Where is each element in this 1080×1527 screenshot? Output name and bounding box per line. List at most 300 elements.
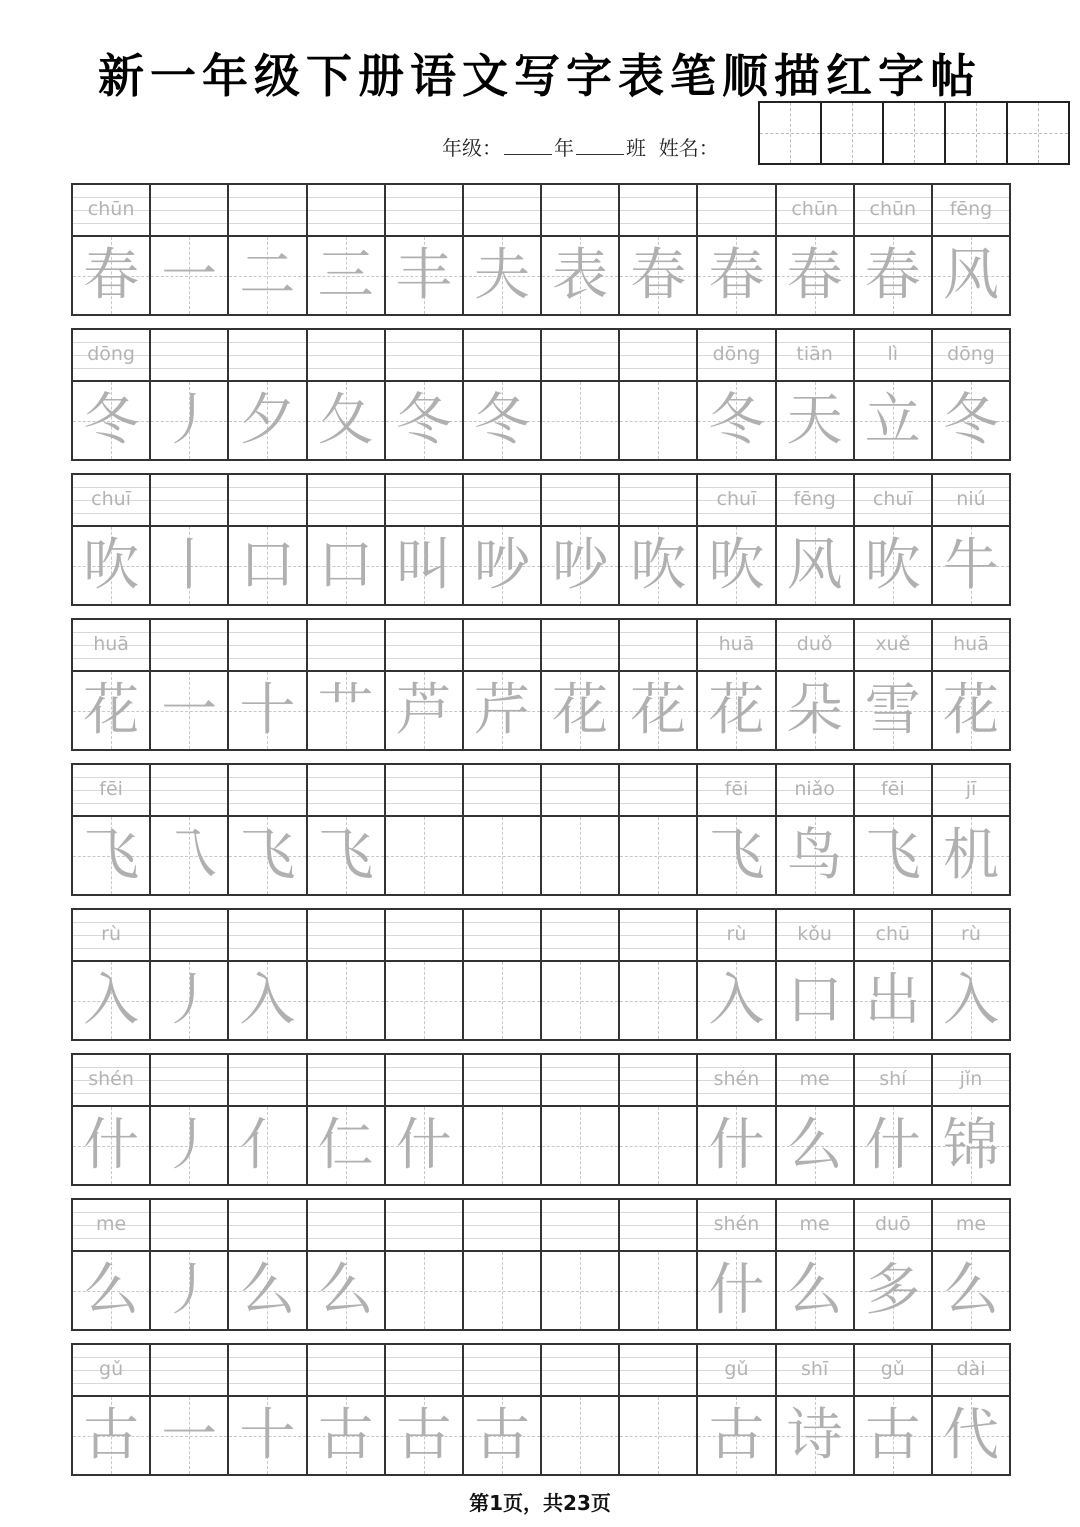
grid-cell[interactable] xyxy=(151,475,229,604)
pinyin-box xyxy=(151,185,227,237)
pinyin-box xyxy=(620,910,696,962)
trace-character: 雪 xyxy=(864,678,921,743)
grid-cell[interactable] xyxy=(464,330,542,459)
grid-cell[interactable] xyxy=(386,185,464,314)
trace-character: 入 xyxy=(83,968,140,1033)
pinyin-text: chūn xyxy=(869,198,917,220)
grid-cell[interactable] xyxy=(464,185,542,314)
grid-cell[interactable] xyxy=(151,330,229,459)
trace-character: 朵 xyxy=(786,678,843,743)
grid-cell[interactable] xyxy=(777,475,855,604)
grid-cell[interactable] xyxy=(386,475,464,604)
grid-cell[interactable] xyxy=(151,1055,229,1184)
character-box xyxy=(620,527,696,604)
pinyin-text: fēi xyxy=(880,778,905,800)
grid-cell[interactable] xyxy=(620,765,698,894)
trace-character: 牛 xyxy=(942,533,999,598)
character-box xyxy=(542,1397,618,1474)
grid-cell[interactable] xyxy=(933,1345,1009,1474)
grid-cell[interactable] xyxy=(855,620,933,749)
character-box xyxy=(386,237,462,314)
pinyin-box xyxy=(620,330,696,382)
trace-character: 古 xyxy=(317,1403,374,1468)
grid-cell[interactable] xyxy=(151,620,229,749)
grid-cell[interactable] xyxy=(308,910,386,1039)
grid-cell[interactable] xyxy=(855,1200,933,1329)
grid-cell[interactable] xyxy=(933,1200,1009,1329)
grid-cell[interactable] xyxy=(386,1345,464,1474)
grid-cell[interactable] xyxy=(73,1200,151,1329)
pinyin-box xyxy=(229,1345,305,1397)
grid-cell[interactable] xyxy=(308,330,386,459)
grid-cell[interactable] xyxy=(933,1055,1009,1184)
trace-character: 冬 xyxy=(83,388,140,453)
year-blank[interactable] xyxy=(504,138,552,155)
grid-cell[interactable] xyxy=(464,765,542,894)
pinyin-text: rù xyxy=(961,923,981,945)
character-box xyxy=(542,962,618,1039)
grid-cell[interactable] xyxy=(386,1200,464,1329)
practice-row xyxy=(71,1053,1011,1186)
character-box xyxy=(855,1252,931,1329)
character-box xyxy=(308,672,384,749)
character-box xyxy=(386,527,462,604)
pinyin-box xyxy=(933,1345,1009,1397)
pinyin-box xyxy=(777,330,853,382)
grid-cell[interactable] xyxy=(698,910,776,1039)
trace-character: 花 xyxy=(708,678,765,743)
pinyin-box xyxy=(777,1345,853,1397)
character-box xyxy=(73,1107,149,1184)
character-box xyxy=(542,237,618,314)
pinyin-box xyxy=(855,1055,931,1107)
pinyin-box xyxy=(620,185,696,237)
pinyin-box xyxy=(542,185,618,237)
pinyin-text: huā xyxy=(93,633,129,655)
pinyin-box xyxy=(542,765,618,817)
pinyin-box xyxy=(620,620,696,672)
character-box xyxy=(386,1107,462,1184)
trace-character: 飞 xyxy=(83,823,140,888)
character-box xyxy=(308,1397,384,1474)
name-box[interactable] xyxy=(760,103,822,163)
trace-character: 一 xyxy=(161,243,218,308)
grid-cell[interactable] xyxy=(698,620,776,749)
pinyin-box xyxy=(308,330,384,382)
character-box xyxy=(620,962,696,1039)
pinyin-text: fēng xyxy=(793,488,836,510)
pinyin-box xyxy=(151,1055,227,1107)
trace-character: 古 xyxy=(395,1403,452,1468)
pinyin-box xyxy=(151,620,227,672)
grid-cell[interactable] xyxy=(308,475,386,604)
practice-row xyxy=(71,328,1011,461)
pinyin-text: gǔ xyxy=(880,1358,905,1380)
pinyin-text: fēi xyxy=(99,778,123,800)
pinyin-box xyxy=(698,620,774,672)
pinyin-text: jī xyxy=(965,778,977,800)
grid-cell[interactable] xyxy=(933,330,1009,459)
grid-cell[interactable] xyxy=(620,185,698,314)
pinyin-box xyxy=(151,1200,227,1252)
grid-cell[interactable] xyxy=(777,620,855,749)
character-box xyxy=(73,1252,149,1329)
name-boxes xyxy=(758,101,1070,165)
grid-cell[interactable] xyxy=(933,910,1009,1039)
character-box xyxy=(855,382,931,459)
pinyin-box xyxy=(698,1200,774,1252)
character-box xyxy=(308,527,384,604)
grid-cell[interactable] xyxy=(620,330,698,459)
pinyin-box xyxy=(151,330,227,382)
pinyin-text: shén xyxy=(713,1068,760,1090)
grid-cell[interactable] xyxy=(855,185,933,314)
grid-cell[interactable] xyxy=(698,1055,776,1184)
grid-cell[interactable] xyxy=(777,1345,855,1474)
grid-cell[interactable] xyxy=(464,1345,542,1474)
character-box xyxy=(386,817,462,894)
grid-cell[interactable] xyxy=(229,185,307,314)
grid-cell[interactable] xyxy=(229,910,307,1039)
grid-cell[interactable] xyxy=(542,765,620,894)
grid-cell[interactable] xyxy=(855,1055,933,1184)
grid-cell[interactable] xyxy=(73,765,151,894)
grid-cell[interactable] xyxy=(308,1200,386,1329)
grid-cell[interactable] xyxy=(777,1055,855,1184)
grid-cell[interactable] xyxy=(542,475,620,604)
grid-cell[interactable] xyxy=(620,1345,698,1474)
character-box xyxy=(620,1107,696,1184)
character-box xyxy=(386,382,462,459)
character-box xyxy=(933,382,1009,459)
pinyin-box xyxy=(855,330,931,382)
grid-cell[interactable] xyxy=(308,1055,386,1184)
grid-cell[interactable] xyxy=(698,765,776,894)
grid-cell[interactable] xyxy=(698,475,776,604)
pinyin-box xyxy=(464,910,540,962)
pinyin-box xyxy=(229,910,305,962)
trace-character: 丿 xyxy=(161,968,218,1033)
pinyin-box xyxy=(151,1345,227,1397)
pinyin-text: lì xyxy=(887,343,899,365)
character-box xyxy=(151,1107,227,1184)
practice-row xyxy=(71,183,1011,316)
pinyin-box xyxy=(73,475,149,527)
character-box xyxy=(777,1252,853,1329)
grid-cell[interactable] xyxy=(542,1055,620,1184)
character-box xyxy=(933,237,1009,314)
pinyin-box xyxy=(933,475,1009,527)
grid-cell[interactable] xyxy=(464,1200,542,1329)
grid-cell[interactable] xyxy=(308,185,386,314)
character-box xyxy=(229,527,305,604)
grid-cell[interactable] xyxy=(464,910,542,1039)
pinyin-box xyxy=(73,620,149,672)
grid-cell[interactable] xyxy=(777,330,855,459)
pinyin-box xyxy=(933,330,1009,382)
name-box[interactable] xyxy=(822,103,884,163)
grid-cell[interactable] xyxy=(229,765,307,894)
character-box xyxy=(698,1397,774,1474)
grid-cell[interactable] xyxy=(777,910,855,1039)
trace-character: 春 xyxy=(83,243,140,308)
grid-cell[interactable] xyxy=(229,330,307,459)
trace-character: 芦 xyxy=(395,678,452,743)
character-box xyxy=(777,962,853,1039)
grid-cell[interactable] xyxy=(151,765,229,894)
trace-character: 口 xyxy=(239,533,296,598)
pinyin-text: dài xyxy=(956,1358,986,1380)
pinyin-box xyxy=(777,475,853,527)
grid-cell[interactable] xyxy=(73,1055,151,1184)
pinyin-box xyxy=(464,475,540,527)
grid-cell[interactable] xyxy=(542,620,620,749)
trace-character: 春 xyxy=(630,243,687,308)
pinyin-box xyxy=(933,1055,1009,1107)
trace-character: 冬 xyxy=(708,388,765,453)
grid-cell[interactable] xyxy=(386,1055,464,1184)
grid-cell[interactable] xyxy=(386,765,464,894)
grid-cell[interactable] xyxy=(698,1200,776,1329)
pinyin-box xyxy=(229,330,305,382)
trace-character: 夂 xyxy=(317,388,374,453)
character-box xyxy=(229,1397,305,1474)
character-box xyxy=(855,1107,931,1184)
grid-cell[interactable] xyxy=(620,910,698,1039)
character-box xyxy=(308,237,384,314)
grid-cell[interactable] xyxy=(308,1345,386,1474)
grid-cell[interactable] xyxy=(386,620,464,749)
trace-character: 诗 xyxy=(786,1403,843,1468)
trace-character: 代 xyxy=(942,1403,999,1468)
grid-cell[interactable] xyxy=(229,620,307,749)
trace-character: 古 xyxy=(83,1403,140,1468)
grid-cell[interactable] xyxy=(73,620,151,749)
grid-cell[interactable] xyxy=(698,330,776,459)
trace-character: 飞 xyxy=(317,823,374,888)
grid-cell[interactable] xyxy=(229,1345,307,1474)
grid-cell[interactable] xyxy=(386,330,464,459)
grid-cell[interactable] xyxy=(464,620,542,749)
character-box xyxy=(308,1252,384,1329)
trace-character: 入 xyxy=(239,968,296,1033)
trace-character: 花 xyxy=(942,678,999,743)
character-box xyxy=(229,237,305,314)
pinyin-text: duǒ xyxy=(796,633,833,655)
grid-cell[interactable] xyxy=(620,1055,698,1184)
character-box xyxy=(777,527,853,604)
grid-cell[interactable] xyxy=(151,1200,229,1329)
trace-character: 古 xyxy=(473,1403,530,1468)
pinyin-text: shén xyxy=(713,1213,760,1235)
grid-cell[interactable] xyxy=(229,1055,307,1184)
pinyin-box xyxy=(229,1200,305,1252)
character-box xyxy=(777,1397,853,1474)
character-box xyxy=(777,672,853,749)
grid-cell[interactable] xyxy=(464,1055,542,1184)
grid-cell[interactable] xyxy=(698,1345,776,1474)
pinyin-box xyxy=(386,1200,462,1252)
grid-cell[interactable] xyxy=(855,910,933,1039)
grid-cell[interactable] xyxy=(151,1345,229,1474)
pinyin-box xyxy=(698,910,774,962)
character-box xyxy=(308,1107,384,1184)
grid-cell[interactable] xyxy=(855,475,933,604)
pinyin-box xyxy=(855,765,931,817)
trace-character: 立 xyxy=(864,388,921,453)
trace-character: 春 xyxy=(708,243,765,308)
pinyin-box xyxy=(308,620,384,672)
trace-character: 吵 xyxy=(473,533,530,598)
pinyin-box xyxy=(777,910,853,962)
character-box xyxy=(464,1252,540,1329)
grid-cell[interactable] xyxy=(542,330,620,459)
character-box xyxy=(933,817,1009,894)
trace-character: 什 xyxy=(708,1113,765,1178)
character-box xyxy=(542,1107,618,1184)
grid-cell[interactable] xyxy=(73,330,151,459)
grid-cell[interactable] xyxy=(151,185,229,314)
character-box xyxy=(855,672,931,749)
character-box xyxy=(229,1252,305,1329)
pinyin-text: chūn xyxy=(87,198,135,220)
pinyin-box xyxy=(777,1200,853,1252)
trace-character: 什 xyxy=(708,1258,765,1323)
character-box xyxy=(855,237,931,314)
grid-cell[interactable] xyxy=(464,475,542,604)
grid-cell[interactable] xyxy=(933,475,1009,604)
pinyin-box xyxy=(542,475,618,527)
grid-cell[interactable] xyxy=(855,330,933,459)
class-blank[interactable] xyxy=(576,138,624,155)
grid-cell[interactable] xyxy=(73,475,151,604)
grid-cell[interactable] xyxy=(933,765,1009,894)
trace-character: 么 xyxy=(942,1258,999,1323)
pinyin-box xyxy=(777,185,853,237)
year-suffix: 年 xyxy=(554,136,574,160)
pinyin-text: me xyxy=(799,1068,830,1090)
pinyin-text: chūn xyxy=(791,198,838,220)
grid-cell[interactable] xyxy=(620,620,698,749)
grid-cell[interactable] xyxy=(542,185,620,314)
name-box[interactable] xyxy=(946,103,1008,163)
trace-character: 二 xyxy=(239,243,296,308)
trace-character: 吹 xyxy=(708,533,765,598)
character-box xyxy=(542,382,618,459)
pinyin-box xyxy=(777,1055,853,1107)
pinyin-box xyxy=(698,185,774,237)
trace-character: 艹 xyxy=(317,678,374,743)
trace-character: 么 xyxy=(83,1258,140,1323)
pinyin-box xyxy=(386,765,462,817)
grid-cell[interactable] xyxy=(229,1200,307,1329)
character-box xyxy=(620,382,696,459)
grid-cell[interactable] xyxy=(933,185,1009,314)
pinyin-text: chū xyxy=(875,923,911,945)
character-box xyxy=(151,527,227,604)
grid-cell[interactable] xyxy=(777,1200,855,1329)
pinyin-box xyxy=(73,910,149,962)
grid-cell[interactable] xyxy=(308,620,386,749)
pinyin-box xyxy=(73,765,149,817)
grid-cell[interactable] xyxy=(542,910,620,1039)
character-box xyxy=(151,1252,227,1329)
pinyin-box xyxy=(386,1345,462,1397)
character-box xyxy=(698,817,774,894)
trace-character: 古 xyxy=(708,1403,765,1468)
trace-character: 冬 xyxy=(473,388,530,453)
character-box xyxy=(464,962,540,1039)
character-box xyxy=(73,817,149,894)
pinyin-box xyxy=(855,475,931,527)
pinyin-box xyxy=(386,910,462,962)
trace-character: 吹 xyxy=(630,533,687,598)
trace-character: 多 xyxy=(864,1258,921,1323)
trace-character: 飞 xyxy=(864,823,921,888)
grid-cell[interactable] xyxy=(542,1345,620,1474)
grid-cell[interactable] xyxy=(855,1345,933,1474)
grid-cell[interactable] xyxy=(386,910,464,1039)
trace-character: 风 xyxy=(942,243,999,308)
name-box[interactable] xyxy=(1008,103,1068,163)
grid-cell[interactable] xyxy=(855,765,933,894)
character-box xyxy=(777,817,853,894)
grid-cell[interactable] xyxy=(73,910,151,1039)
pinyin-box xyxy=(542,330,618,382)
grid-cell[interactable] xyxy=(229,475,307,604)
character-box xyxy=(933,672,1009,749)
grid-cell[interactable] xyxy=(698,185,776,314)
trace-character: 十 xyxy=(239,678,296,743)
pinyin-box xyxy=(933,185,1009,237)
character-box xyxy=(73,527,149,604)
grid-cell[interactable] xyxy=(620,475,698,604)
trace-character: 叫 xyxy=(395,533,452,598)
character-box xyxy=(542,1252,618,1329)
character-box xyxy=(386,672,462,749)
grid-cell[interactable] xyxy=(933,620,1009,749)
grid-cell[interactable] xyxy=(151,910,229,1039)
grid-cell[interactable] xyxy=(308,765,386,894)
grid-cell[interactable] xyxy=(73,185,151,314)
pinyin-box xyxy=(308,1055,384,1107)
trace-character: 冬 xyxy=(395,388,452,453)
trace-character: 三 xyxy=(317,243,374,308)
trace-character: 丿 xyxy=(161,1258,218,1323)
pinyin-box xyxy=(698,1345,774,1397)
grid-cell[interactable] xyxy=(777,765,855,894)
pinyin-box xyxy=(73,1345,149,1397)
pinyin-text: jǐn xyxy=(959,1068,983,1090)
character-box xyxy=(777,1107,853,1184)
pinyin-box xyxy=(73,185,149,237)
grid-cell[interactable] xyxy=(542,1200,620,1329)
pinyin-box xyxy=(229,620,305,672)
grid-cell[interactable] xyxy=(73,1345,151,1474)
trace-character: 飞 xyxy=(708,823,765,888)
pinyin-text: me xyxy=(95,1213,127,1235)
pinyin-box xyxy=(308,1345,384,1397)
character-box xyxy=(73,237,149,314)
pinyin-box xyxy=(698,765,774,817)
name-box[interactable] xyxy=(884,103,946,163)
grid-cell[interactable] xyxy=(620,1200,698,1329)
pinyin-box xyxy=(386,185,462,237)
grid-cell[interactable] xyxy=(777,185,855,314)
character-box xyxy=(933,527,1009,604)
pinyin-text: duō xyxy=(874,1213,911,1235)
pinyin-text: fēi xyxy=(724,778,749,800)
